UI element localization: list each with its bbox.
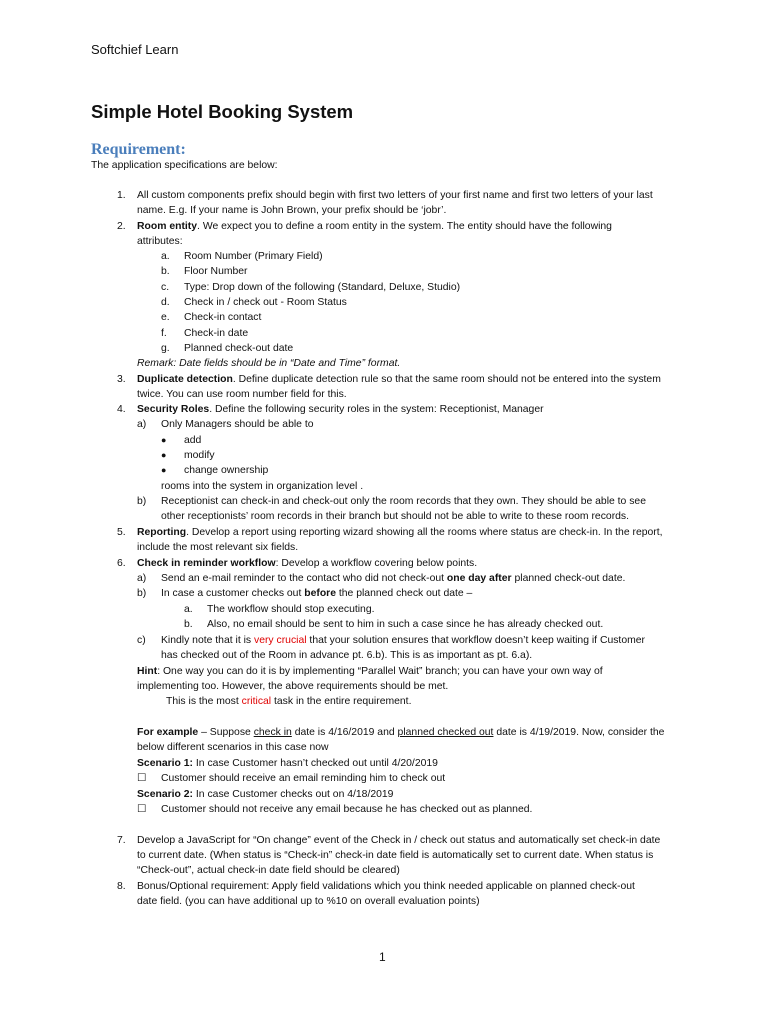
checkbox-icon: ☐ [137,804,147,815]
text: the planned check out date – [336,588,473,599]
item-5-line-2: include the most relevant six fields. [137,542,299,553]
scenario-1-result: Customer should receive an email reminding him to check out [161,773,446,784]
sub-marker: a) [137,419,147,430]
sub-marker: c) [137,635,146,646]
crucial-line-2: has checked out of the Room in advance pt. 6.b). This is as important as pt. 6.a). [161,650,533,661]
requirement-heading: Requirement: [91,141,186,158]
scenario-2-label: Scenario 2: [137,789,194,800]
attr-item: Check in / check out - Room Status [184,297,347,308]
sub-item: Also, no email should be sent to him in such a case since he has already checked out. [207,619,604,630]
attr-marker: a. [161,251,170,262]
text: Send an e-mail reminder to the contact who did not check-out [161,573,447,584]
item-number: 4. [117,404,126,415]
item-2-text: . We expect you to define a room entity in the system. The entity should have the following [197,221,612,232]
item-5-line-1 [137,525,663,540]
text: This is the most [166,696,242,707]
item-8-line-2: date field. (you can have additional up to %10 on overall evaluation points) [137,896,480,907]
item-4-line-1 [137,402,544,417]
item-number: 3. [117,374,126,385]
example-line-2: below different scenarios in this case now [137,742,329,753]
text: planned check-out date. [511,573,626,584]
attr-marker: g. [161,343,170,354]
attr-marker: f. [161,328,167,339]
item-4-bold: Security Roles [137,404,210,415]
text: In case a customer checks out [161,588,305,599]
item-7-line-2: to current date. (When status is “Check-in” check-in date field is automatically set to current date. When status is [137,850,654,861]
text: – Suppose [198,727,254,738]
sub-marker: a. [184,604,193,615]
text: In case Customer hasn’t checked out until 4/20/2019 [193,758,438,769]
attr-marker: d. [161,297,170,308]
hint-line-2: implementing too. However, the above requirements should be met. [137,681,449,692]
item-6-line-1 [137,556,477,571]
attr-marker: c. [161,282,170,293]
text: task in the entire requirement. [271,696,412,707]
example-label: For example [137,727,199,738]
bullet-icon: ● [161,435,167,445]
planned-checked-out-term: planned checked out [397,727,494,738]
item-number: 6. [117,558,126,569]
item-number: 2. [117,221,126,232]
item-4-text: . Define the following security roles in the system: Receptionist, Manager [209,404,544,415]
scenario-1-label: Scenario 1: [137,758,194,769]
item-number: 7. [117,835,126,846]
item-5-bold: Reporting [137,527,187,538]
item-8-line-1: Bonus/Optional requirement: Apply field validations which you think needed applicable on planned check-out [137,881,635,892]
sub-marker: b) [137,496,147,507]
item-7-line-3: “Check-out”, actual check-in date field should be cleared) [137,865,400,876]
attr-marker: e. [161,312,170,323]
text: date is 4/16/2019 and [291,727,398,738]
item-6-bold: Check in reminder workflow [137,558,276,569]
hint-label: Hint [137,666,158,677]
item-number: 8. [117,881,126,892]
item-6-text: : Develop a workflow covering below points. [275,558,478,569]
item-2-bold: Room entity [137,221,198,232]
text: Kindly note that it is [161,635,254,646]
attr-marker: b. [161,266,170,277]
scenario-2-result: Customer should not receive any email because he has checked out as planned. [161,804,533,815]
item-3-line-2: twice. You can use room number field for this. [137,389,347,400]
one-day-after: one day after [446,573,512,584]
item-5-text: . Develop a report using reporting wizard showing all the rooms where status are check-in. In the report, [186,527,663,538]
page-number: 1 [379,950,386,964]
item-3-line-1 [137,372,661,387]
crucial-line-1 [161,633,645,648]
item-7-line-1: Develop a JavaScript for “On change” event of the Check in / check out status and automatically set check-in date [137,835,661,846]
attr-item: Check-in contact [184,312,262,323]
sub-item: The workflow should stop executing. [207,604,375,615]
managers-line: Only Managers should be able to [161,419,314,430]
critical-line [166,694,411,709]
bullet-icon: ● [161,450,167,460]
date-format-remark: Remark: Date fields should be in “Date and Time” format. [137,358,401,369]
sub-marker: b. [184,619,193,630]
item-3-bold: Duplicate detection [137,374,233,385]
scenario-1 [137,756,438,771]
item-2-line-2: attributes: [137,236,183,247]
permission-item: modify [184,450,215,461]
check-in-term: check in [253,727,292,738]
checkbox-icon: ☐ [137,773,147,784]
text: In case Customer checks out on 4/18/2019 [193,789,394,800]
very-crucial: very crucial [254,635,307,646]
item-number: 1. [117,190,126,201]
item-3-text: . Define duplicate detection rule so that the same room should not be entered into the system [232,374,661,385]
sub-marker: b) [137,588,147,599]
attr-item: Check-in date [184,328,249,339]
receptionist-line-1: Receptionist can check-in and check-out only the room records that they own. They should be able to see [161,496,646,507]
page-header: Softchief Learn [91,42,179,57]
document-title: Simple Hotel Booking System [91,101,354,122]
item-1-line-2: name. E.g. If your name is John Brown, your prefix should be ‘jobr’. [137,205,447,216]
reminder-line [161,571,625,586]
hint-line-1 [137,664,603,679]
early-checkout-line [161,586,472,601]
permission-item: change ownership [184,465,269,476]
item-1-line-1: All custom components prefix should begin with first two letters of your first name and first two letters of your last [137,190,653,201]
text: date is 4/19/2019. Now, consider the [493,727,665,738]
before-word: before [304,588,336,599]
attr-item: Floor Number [184,266,248,277]
example-line-1 [137,725,664,740]
scenario-2 [137,787,393,802]
permission-item: add [184,435,202,446]
text: that your solution ensures that workflow doesn’t keep waiting if Customer [306,635,645,646]
bullet-icon: ● [161,465,167,475]
attr-item: Room Number (Primary Field) [184,251,323,262]
attr-item: Type: Drop down of the following (Standard, Deluxe, Studio) [184,282,461,293]
intro-text: The application specifications are below: [91,160,278,171]
org-level-line: rooms into the system in organization level . [161,481,364,492]
text: : One way you can do it is by implementing “Parallel Wait” branch; you can have your own way of [157,666,603,677]
receptionist-line-2: other receptionists’ room records in their branch but should not be able to write to these room records. [161,511,630,522]
critical-word: critical [241,696,272,707]
attr-item: Planned check-out date [184,343,294,354]
item-2-line-1 [137,219,612,234]
item-number: 5. [117,527,126,538]
sub-marker: a) [137,573,147,584]
